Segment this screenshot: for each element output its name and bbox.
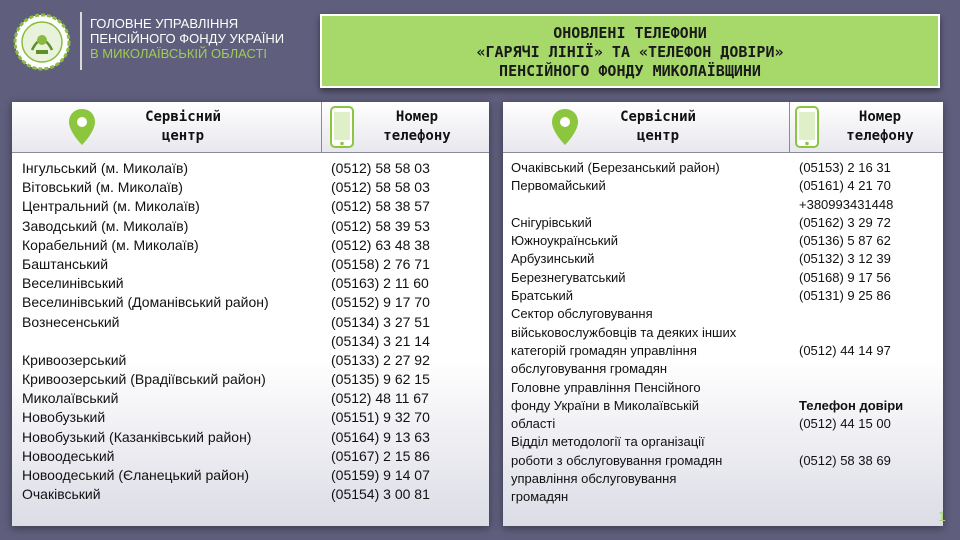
blank-row [799, 433, 903, 451]
service-center-name: Южноукраїнський [511, 233, 619, 249]
right-table-body [503, 153, 943, 526]
blank-row [799, 360, 903, 378]
phone-number: (0512) 48 11 67 [331, 390, 429, 407]
org-line1: ГОЛОВНЕ УПРАВЛІННЯ [90, 16, 239, 31]
phone-number: (05167) 2 15 86 [331, 447, 430, 464]
phone-number: (05159) 9 14 07 [331, 467, 430, 483]
phone-number: (0512) 58 58 03 [331, 160, 430, 176]
service-center-name: Братський [511, 288, 573, 304]
phone-number: Телефон довіри [799, 397, 904, 413]
service-center-name: Новоодеський (Єланецький район) [22, 467, 250, 483]
service-center-name: фонду України в Миколаївській [511, 397, 699, 413]
service-center-name: Березнегуватський [511, 269, 626, 285]
service-center-name: Відділ методології та організації [511, 434, 705, 450]
header-center-line1: Сервісний [145, 109, 221, 125]
phone-number: (05134) 3 27 51 [331, 313, 430, 330]
service-center-name: Головне управління Пенсійного [511, 379, 701, 395]
header-phone-line2: телефону [846, 128, 914, 144]
service-center-name: області [511, 416, 556, 432]
service-center-name: Вознесенський [22, 313, 120, 330]
service-center-name: Новобузький [22, 409, 106, 426]
service-center-name: Кривоозерський [22, 351, 127, 368]
service-center-name: Вітовський (м. Миколаїв) [22, 179, 183, 196]
phone-number: (0512) 63 48 38 [331, 236, 430, 253]
phone-number: (05134) 3 21 14 [331, 332, 430, 349]
mobile-phone-icon [795, 106, 819, 148]
phone-number: (0512) 58 38 57 [331, 198, 430, 215]
location-pin-icon [551, 108, 579, 146]
phone-number: (0512) 58 38 69 [799, 452, 891, 468]
service-center-name: Арбузинський [511, 251, 595, 267]
phone-number: (05154) 3 00 81 [331, 486, 430, 503]
phone-number: (05158) 2 76 71 [331, 255, 430, 272]
header-phone [357, 108, 477, 158]
service-center-name: Баштанський [22, 255, 109, 272]
service-center-name: Снігурівський [511, 214, 592, 230]
phone-number: (05132) 3 12 39 [799, 251, 891, 267]
phone-number: (05135) 9 62 15 [331, 371, 430, 388]
right-table [503, 102, 943, 526]
title-line1: ОНОВЛЕНІ ТЕЛЕФОНИ [553, 24, 707, 42]
service-center-name: Миколаївський [22, 390, 119, 407]
phone-number: (05151) 9 32 70 [331, 409, 430, 426]
phone-number: (0512) 58 58 03 [331, 179, 430, 196]
phone-number: (05152) 9 17 70 [331, 294, 430, 311]
left-centers-column [22, 159, 269, 504]
org-name [90, 16, 284, 61]
mobile-phone-icon [330, 106, 354, 148]
slide-title [320, 14, 940, 88]
service-center-name: громадян [511, 489, 569, 505]
service-center-name: Веселинівський [22, 275, 124, 292]
phone-number: (05164) 9 13 63 [331, 428, 430, 445]
service-center-name: Очаківський (Березанський район) [511, 160, 720, 175]
service-center-name: обслуговування громадян [511, 361, 668, 377]
service-center-name: категорій громадян управління [511, 342, 697, 358]
service-center-name: роботи з обслуговування громадян [511, 452, 723, 468]
service-center-name: Веселинівський (Доманівський район) [22, 294, 269, 311]
header-center-line2: центр [636, 128, 680, 144]
header-center [583, 108, 733, 158]
service-center-name: військовослужбовців та деяких інших [511, 324, 737, 340]
phone-number: (05162) 3 29 72 [799, 214, 891, 230]
page-number: 1 [938, 508, 946, 524]
phone-number: (05136) 5 87 62 [799, 233, 891, 249]
left-table [12, 102, 489, 526]
service-center-name: управління обслуговування [511, 471, 677, 487]
blank-row [22, 332, 269, 351]
location-pin-icon [68, 108, 96, 146]
logo-divider [80, 12, 82, 70]
blank-row [799, 324, 903, 342]
header-phone [821, 108, 939, 158]
phone-number: (0512) 44 14 97 [799, 342, 891, 358]
phone-number: (05161) 4 21 70 [799, 178, 891, 194]
phone-number: (05153) 2 16 31 [799, 160, 891, 175]
pension-fund-logo [12, 12, 72, 72]
header-phone-line1: Номер [395, 109, 439, 125]
service-center-name: Корабельний (м. Миколаїв) [22, 236, 199, 253]
phone-number: (05133) 2 27 92 [331, 351, 430, 368]
right-centers-column [511, 159, 736, 507]
header-center [108, 108, 258, 158]
phone-number: (0512) 44 15 00 [799, 416, 891, 432]
phone-number: (0512) 58 39 53 [331, 217, 430, 234]
header-center-line2: центр [161, 128, 205, 144]
phone-number: (05163) 2 11 60 [331, 275, 429, 292]
service-center-name: Сектор обслуговування [511, 306, 653, 322]
service-center-name: Очаківський [22, 486, 101, 503]
blank-row [799, 379, 903, 397]
blank-row [799, 305, 903, 323]
service-center-name: Новобузький (Казанківський район) [22, 428, 252, 445]
service-center-name: Заводський (м. Миколаїв) [22, 217, 189, 234]
service-center-name: Інгульський (м. Миколаїв) [22, 160, 189, 176]
phone-number: (05131) 9 25 86 [799, 288, 891, 304]
left-table-header [12, 102, 489, 153]
service-center-name: Первомайський [511, 178, 606, 194]
right-table-header [503, 102, 943, 153]
service-center-name: Новоодеський [22, 447, 115, 464]
left-phones-column [331, 159, 430, 504]
right-phones-column [799, 159, 903, 470]
header-center-line1: Сервісний [620, 109, 696, 125]
org-line2: ПЕНСІЙНОГО ФОНДУ УКРАЇНИ [90, 31, 285, 46]
header-phone-line1: Номер [858, 109, 902, 125]
left-table-body [12, 153, 489, 526]
phone-number: +380993431448 [799, 196, 894, 212]
org-line3: В МИКОЛАЇВСЬКІЙ ОБЛАСТІ [90, 46, 268, 61]
service-center-name: Кривоозерський (Врадіївський район) [22, 371, 266, 388]
blank-row [511, 196, 736, 214]
header-phone-line2: телефону [383, 128, 451, 144]
title-line2: «ГАРЯЧІ ЛІНІЇ» ТА «ТЕЛЕФОН ДОВІРИ» [476, 43, 784, 61]
service-center-name: Центральний (м. Миколаїв) [22, 198, 200, 215]
title-line3: ПЕНСІЙНОГО ФОНДУ МИКОЛАЇВЩИНИ [499, 62, 761, 80]
phone-number: (05168) 9 17 56 [799, 269, 891, 285]
